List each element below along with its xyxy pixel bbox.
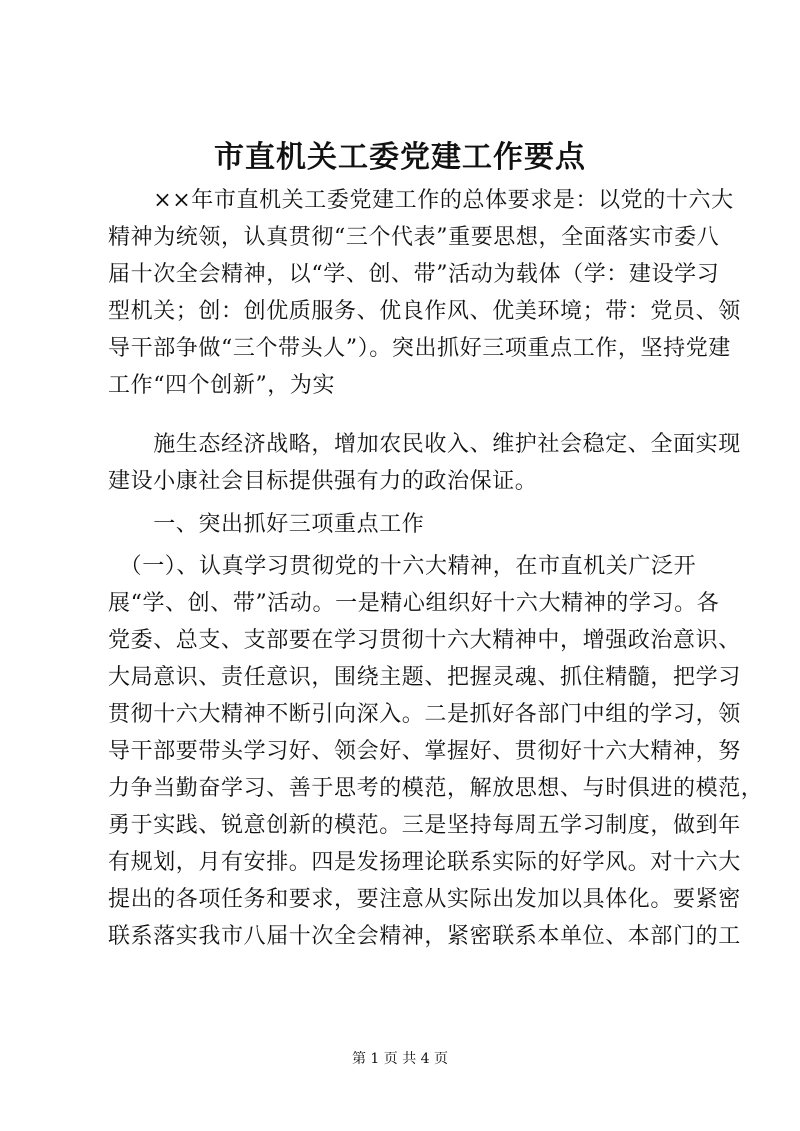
text-line: 型机关；创：创优质服务、优良作风、优美环境；带：党员、领 — [108, 299, 741, 324]
page-title: 市直机关工委党建工作要点 — [214, 140, 586, 175]
text-line: 力争当勤奋学习、善于思考的模范，解放思想、与时俱进的模范， — [108, 776, 764, 801]
text-line: 届十次全会精神，以“学、创、带”活动为载体（学：建设学习 — [108, 262, 720, 287]
text-line: 大局意识、责任意识，围绕主题、把握灵魂、抓住精髓，把学习 — [108, 665, 741, 690]
text-line: 勇于实践、锐意创新的模范。三是坚持每周五学习制度，做到年 — [108, 813, 741, 838]
section-heading: 一、突出抓好三项重点工作 — [108, 512, 425, 537]
text-line: 有规划，月有安排。四是发扬理论联系实际的好学风。对十六大 — [108, 850, 741, 875]
text-line: （一）、认真学习贯彻党的十六大精神，在市直机关广泛开 — [108, 554, 697, 579]
text-line: 提出的各项任务和要求，要注意从实际出发加以具体化。要紧密 — [108, 887, 741, 912]
page-footer: 第 1 页 共 4 页 — [351, 1051, 449, 1067]
text-line: 导干部争做“三个带头人”）。突出抓好三项重点工作，坚持党建 — [108, 336, 731, 361]
text-line: 贯彻十六大精神不断引向深入。二是抓好各部门中组的学习，领 — [108, 702, 741, 727]
text-line: 联系落实我市八届十次全会精神，紧密联系本单位、本部门的工 — [108, 924, 741, 949]
text-line: 展“学、创、带”活动。一是精心组织好十六大精神的学习。各 — [108, 591, 720, 616]
text-line: 施生态经济战略，增加农民收入、维护社会稳定、全面实现 — [108, 432, 741, 457]
text-line: 工作“四个创新”，为实 — [108, 373, 336, 398]
text-line: ××年市直机关工委党建工作的总体要求是：以党的十六大 — [108, 188, 734, 213]
text-line: 精神为统领，认真贯彻“三个代表”重要思想，全面落实市委八 — [108, 225, 720, 250]
text-line: 建设小康社会目标提供强有力的政治保证。 — [108, 469, 538, 494]
text-line: 导干部要带头学习好、领会好、掌握好、贯彻好十六大精神，努 — [108, 739, 741, 764]
text-line: 党委、总支、支部要在学习贯彻十六大精神中，增强政治意识、 — [108, 628, 741, 653]
